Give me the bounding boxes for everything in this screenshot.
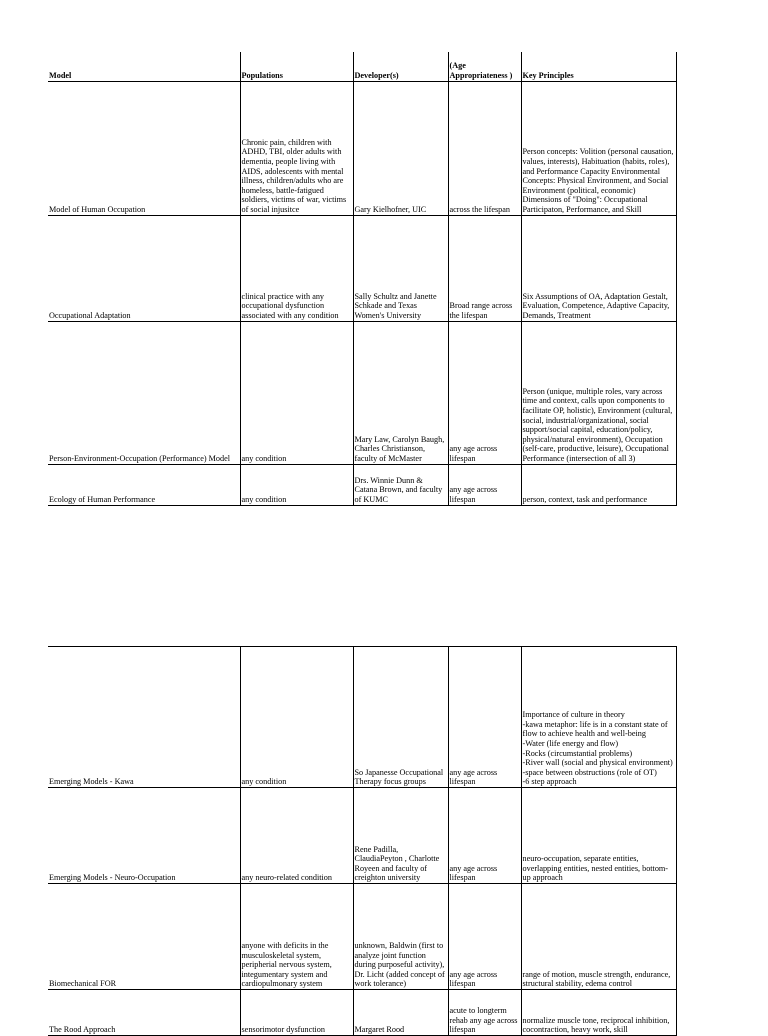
cell-age: Broad range across the lifespan: [448, 215, 521, 321]
models-table-bottom: [48, 646, 677, 1036]
table-row: [48, 215, 676, 321]
cell-developers: unknown, Baldwin (first to analyze joint function during purposeful activity), Dr. Licht (added concept of work tolerance): [353, 884, 448, 990]
table-row: [48, 464, 676, 505]
cell-age: any age across lifespan: [448, 884, 521, 990]
cell-model: Ecology of Human Performance: [48, 464, 240, 505]
cell-populations: any neuro-related condition: [240, 788, 353, 884]
cell-populations: any condition: [240, 647, 353, 788]
header-age-appropriateness: (Age Appropriateness ): [448, 52, 521, 81]
table-row: [48, 81, 676, 215]
header-row: [48, 52, 676, 81]
cell-developers: Mary Law, Carolyn Baugh, Charles Christianson, faculty of McMaster: [353, 321, 448, 464]
header-developers: Developer(s): [353, 52, 448, 81]
cell-populations: clinical practice with any occupational dysfunction associated with any condition: [240, 215, 353, 321]
cell-principles: Person (unique, multiple roles, vary across time and context, calls upon components to facilitate OP, holistic), Environment (cultural, social, industrial/organizational, social support/social capital, education/policy, physical/natural environment), Occupation (self-care, productive, leisure), Occupational Performance (intersection of all 3): [521, 321, 676, 464]
cell-populations: Chronic pain, children with ADHD, TBI, older adults with dementia, people living with AIDS, adolescents with mental illness, children/adults who are homeless, battle-fatigued soldiers, victims of war, victims of social injusitce: [240, 81, 353, 215]
models-table-top: [48, 52, 677, 506]
cell-model: Model of Human Occupation: [48, 81, 240, 215]
cell-model: The Rood Approach: [48, 990, 240, 1036]
cell-populations: anyone with deficits in the musculoskeletal system, peripherial nervous system, integumentary system and cardiopulmonary system: [240, 884, 353, 990]
cell-principles: Six Assumptions of OA, Adaptation Gestalt, Evaluation, Competence, Adaptive Capacity, Demands, Treatment: [521, 215, 676, 321]
cell-principles: Importance of culture in theory -kawa metaphor: life is in a constant state of flow to achieve health and well-being -Water (life energy and flow) -Rocks (circumstantial problems) -River wall (social and physical environment) -space between obstructions (role of OT) -6 step approach: [521, 647, 676, 788]
table-row: [48, 990, 676, 1036]
cell-developers: Rene Padilla, ClaudiaPeyton , Charlotte Royeen and faculty of creighton university: [353, 788, 448, 884]
cell-age: across the lifespan: [448, 81, 521, 215]
table-row: [48, 884, 676, 990]
cell-age: acute to longterm rehab any age across lifespan: [448, 990, 521, 1036]
header-key-principles: Key Principles: [521, 52, 676, 81]
cell-principles: neuro-occupation, separate entities, overlapping entities, nested entities, bottom-up approach: [521, 788, 676, 884]
cell-age: any age across lifespan: [448, 464, 521, 505]
header-model: Model: [48, 52, 240, 81]
cell-model: Biomechanical FOR: [48, 884, 240, 990]
cell-model: Occupational Adaptation: [48, 215, 240, 321]
cell-model: Person-Environment-Occupation (Performance) Model: [48, 321, 240, 464]
cell-model: Emerging Models - Neuro-Occupation: [48, 788, 240, 884]
cell-developers: Gary Kielhofner, UIC: [353, 81, 448, 215]
cell-developers: Margaret Rood: [353, 990, 448, 1036]
table-row: [48, 647, 676, 788]
cell-age: any age across lifespan: [448, 321, 521, 464]
table-row: [48, 788, 676, 884]
table-row: [48, 321, 676, 464]
cell-developers: Drs. Winnie Dunn & Catana Brown, and faculty of KUMC: [353, 464, 448, 505]
cell-age: any age across lifespan: [448, 647, 521, 788]
cell-developers: Sally Schultz and Janette Schkade and Texas Women's University: [353, 215, 448, 321]
cell-populations: any condition: [240, 321, 353, 464]
cell-populations: sensorimotor dysfunction: [240, 990, 353, 1036]
cell-principles: range of motion, muscle strength, endurance, structural stability, edema control: [521, 884, 676, 990]
header-populations: Populations: [240, 52, 353, 81]
cell-principles: person, context, task and performance: [521, 464, 676, 505]
cell-principles: normalize muscle tone, reciprocal inhibition, cocontraction, heavy work, skill: [521, 990, 676, 1036]
cell-model: Emerging Models - Kawa: [48, 647, 240, 788]
cell-developers: So Japanesse Occupational Therapy focus groups: [353, 647, 448, 788]
cell-age: any age across lifespan: [448, 788, 521, 884]
cell-principles: Person concepts: Volition (personal causation, values, interests), Habituation (habits, roles), and Performance Capacity Environmental Concepts: Physical Environment, and Social Environment (political, economic) Dimensions of "Doing": Occupational Participaton, Performance, and Skill: [521, 81, 676, 215]
cell-populations: any condition: [240, 464, 353, 505]
